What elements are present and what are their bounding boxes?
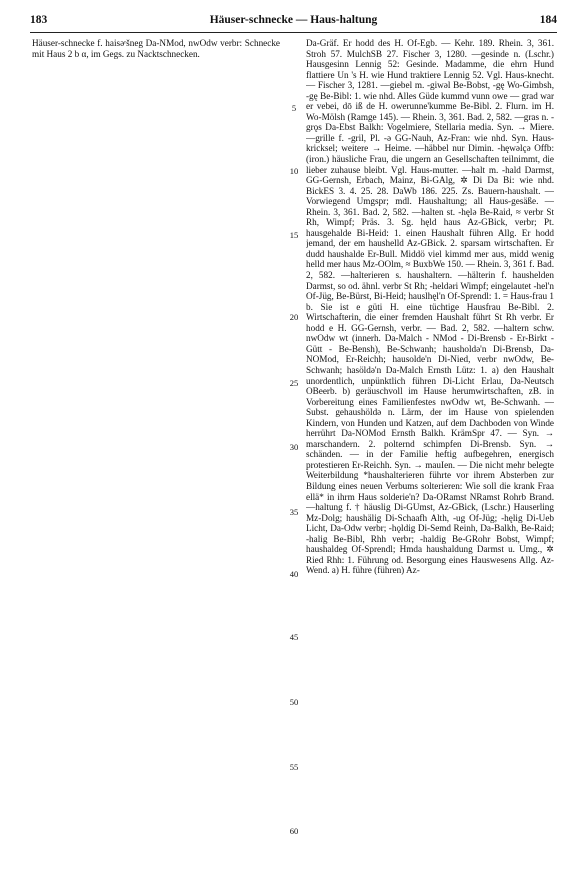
line-number: 10	[289, 166, 299, 176]
line-number: 55	[289, 762, 299, 772]
header-rule	[30, 32, 557, 33]
page-number-right: 184	[539, 14, 557, 26]
line-number: 20	[289, 312, 299, 322]
line-number: 35	[289, 507, 299, 517]
page-number-left: 183	[30, 14, 48, 26]
line-number: 50	[289, 697, 299, 707]
line-number: 30	[289, 442, 299, 452]
right-column	[306, 38, 554, 864]
right-column-text: Da-Gräf. Er hodd des H. Of-Egb. — Kehr. 189. Rhein. 3, 361. Stroh 57. MulchSB 27. Fischer 3, 1280. —gesinde n. (Lschr.) Hausgesinn Lennig 52: Gesinde. Madamme, die ehrn Hund flattiere Un 's H. wie Hund traktiere Lennig 52. Vgl. Haus-knecht. — Fischer 3, 1281. —giebel m. -giwǝl Be-Bobst, -gę Wo-Gimbsh, -gę Be-Bibl: 1. wie nhd. Alles Güde kummd vunn owe — grad war er vebei, dō iß de H. owerunne'kumme Be-Bibl. 2. Flurn. im H. Wo-Mölsh (Ramge 145). — Rhein. 3, 361. Bad. 2, 582. —gras n. -grǫs Da-Ebst Balkh: Vogelmiere, Stellaria media. Syn. → Miere. —grille f. -gril, Pl. -ǝ GG-Nauh, Az-Fran: wie nhd. Syn. Haus-kricksel; weitere → Heime. —häbbel nur Dimin. -hęwǝlçǝ Offb: (iron.) häusliche Frau, die ungern an Gesellschaften teilnimmt, die lieber zuhause bleibt. Vgl. Haus-mutter. —halt m. -hald Darmst, GG-Gernsh, Erbach, Mainz, Bi-GAlg, ✲ Di Da Bi: wie nhd. BickES 3. 4. 25. 28. DaWb 186. 225. Zs. Bauern-haushalt. — Vorwiegend Umgspr; mdl. Haushaltung; all Haus-gesäße. — Rhein. 3, 361. Bad. 2, 582. —halten st. -hęlǝ Be-Raid, ≈ verbr St Rh, Wimpf; Präs. 3. Sg. hęld haus Az-GBick, verbr; Pt. hausgehalde Bi-Heid: 1. einen Haushalt führen Allg. Er hodd jemand, der em haushelld Az-GBick. 2. sparsam wirtschaften. Er dudd haushalde Er-Bull. Middö viel kimmd mer aus, midd wenig helld mer haus Mz-OOlm, ≈ BuxbWe 150. — Rhein. 3, 361 f. Bad. 2, 582. —halterieren s. haushaltern. —hälterin f. haushelden Darmst, so od. ähnl. verbr St Rh; -heldǝri Wimpf; eingelautet -hel'n Of-Jüg, Be-Bürst, Bi-Heid; hauslhęl'n Of-Sprendl: 1. = Haus-frau 1 b. Sie ist e güti H. eine tüchtige Hausfrau Be-Bibl. 2. Wirtschafterin, die einer fremden Haushalt führt St Rh verbr. Er hodd e H. GG-Gernsh, verbr. — Bad. 2, 582. —haltern schw. nwOdw wt (innerh. Da-Malch - NMod - Di-Brensb - Er-Birkt - Gütt - Be-Bensh), Be-Schwanh; hausholdǝ'n Di-Brensb, Da-NOMod, Er-Reichh; hausolde'n Di-Nied, verbr nwOdw, Be-Schwanh; hasöldǝ'n Da-Malch Ernsth Lütz: 1. a) den Haushalt unordentlich, unpünktlich führen Di-Licht Erlau, Da-Neutsch OBeerb. b) geräuschvoll im Hause herumwirtschaften, zB. in Vorbereitung eines Familienfestes nwOdw wt, Be-Schwanh. — Subst. gehaushöldǝ n. Lärm, der im Hause von spielenden Kindern, von Hunden und Katzen, auf dem Dachboden von Winde herrührt Da-NOMod Ernsth Balkh. KrämSpr 47. — Syn. → marschandern. 2. polternd schimpfen Di-Brensb. Syn. → schänden. — in der Familie heftig aufbegehren, energisch protestieren Er-Reichh. Syn. → mauIen. — Die nicht mehr belegte Weiterbildung *haushalterieren führte vor ihrem Absterben zur Bildung eines neuen Verbums solterieren: Wie soll die krank Fraa ellä* in ihrm Haus solderie'n? Da-ORamst NRamst Rohrb Brand. —haltung f. † häuslig Di-GUmst, Az-GBick, (Lschr.) Hauserling Mz-Dolg; haushälig Di-Schaafh Alth, -ug Of-Jüg; -hęlig Di-Ueb Licht, Da-Odw verbr; -hǫldig Di-Semd Reinh, Da-Balkh, Be-Raid; -halig Be-Bibl, Rhh verbr; -haldig Be-GRohr Bobst, Wimpf; haushaldeg Of-Sprendl; Hmda haushaldung Darmst u. Umg., ✲ Ried Rhh: 1. Führung od. Besorgung eines Hauswesens Allg. Az-Wend. a) H. führe (führen) Az-	[306, 38, 554, 576]
line-number: 5	[291, 103, 297, 113]
line-number: 25	[289, 378, 299, 388]
line-number: 40	[289, 569, 299, 579]
running-title: Häuser-schnecke — Haus-haltung	[209, 14, 378, 26]
line-number: 15	[289, 230, 299, 240]
running-header	[30, 14, 557, 30]
left-column	[32, 38, 280, 864]
line-number: 60	[289, 826, 299, 836]
left-column-text: Häuser-schnecke f. haisǝʳšneg Da-NMod, nwOdw verbr: Schnecke mit Haus 2 b α, im Gegs. zu Nacktschnecken.	[32, 38, 280, 59]
line-number: 45	[289, 632, 299, 642]
